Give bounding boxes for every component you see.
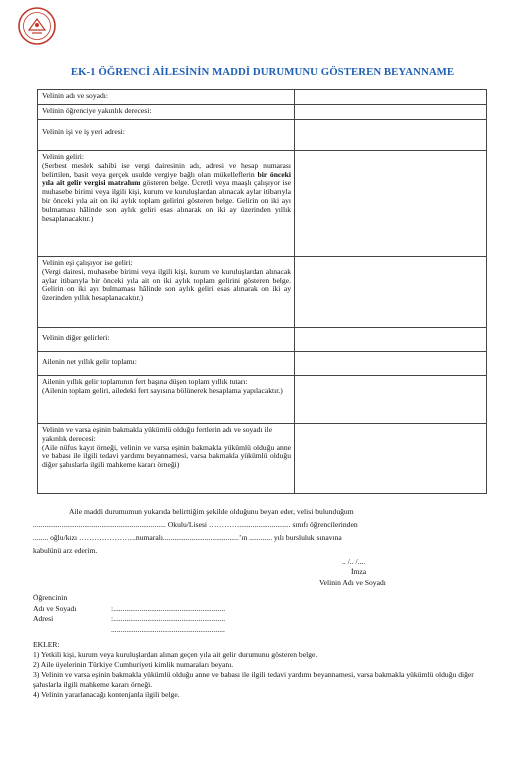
table-row bbox=[38, 328, 487, 352]
row-label: Velinin eşi çalışıyor ise geliri: bbox=[42, 258, 133, 267]
declaration-text bbox=[33, 505, 487, 557]
row-value-field[interactable] bbox=[295, 376, 487, 424]
list-item: 3) Velinin ve varsa eşinin bakmakla yükümlü olduğu anne ve babası ile ilgili tedavi yardımı beyannamesi, varsa bakmakla yükümlü olduğu diğer şahıslarla ilgili mahkeme kararı örneği. bbox=[33, 670, 474, 690]
table-row bbox=[38, 352, 487, 376]
declaration-form-table bbox=[37, 89, 487, 494]
table-row bbox=[38, 90, 487, 105]
row-label: Velinin diğer gelirleri: bbox=[42, 333, 110, 342]
student-name-label: Adı ve Soyadı bbox=[33, 603, 77, 613]
table-row bbox=[38, 105, 487, 120]
row-value-field[interactable] bbox=[295, 105, 487, 120]
signature-date: .. /.. /.... bbox=[342, 557, 366, 566]
student-name-field[interactable]: :........................................................... bbox=[111, 603, 226, 613]
row-value-field[interactable] bbox=[295, 257, 487, 328]
signature-label: İmza bbox=[351, 567, 367, 576]
table-row bbox=[38, 151, 487, 257]
student-heading: Öğrencinin bbox=[33, 593, 68, 602]
student-address-label: Adresi bbox=[33, 614, 54, 623]
row-description: (Serbest meslek sahibi ise vergi dairesinin adı, adresi ve hesap numarası belirtilen, basit veya gerçek usulde vergiye bağlı olan mükelleflerin bir önceki yıla ait gelir vergisi matrahını gösteren belge. Ücretli veya maaşlı çalışıyor ise muhasebe birimi veya ilgili kişi, kurum ve kuruluşlardan alınacak aylar itibarıyla bir önceki yıla ait on iki aylık toplam gelirini gösteren belge. Gelirin on iki ayı bulmaması hâlinde son aylık geliri esas alınarak on iki ay üzerinden yıllık hesaplanacaktır.) bbox=[42, 160, 291, 223]
row-value-field[interactable] bbox=[295, 424, 487, 494]
row-description: (Aile nüfus kayıt örneği, velinin ve varsa eşinin bakmakla yükümlü olduğu anne ve babası ile ilgili tedavi yardımı beyannamesi, varsa bakmakla yükümlü olduğu diğer şahıslarla ilgili mahkeme kararı örneği) bbox=[42, 442, 291, 470]
row-label: Velinin öğrenciye yakınlık derecesi: bbox=[42, 106, 152, 115]
signature-name-label: Velinin Adı ve Soyadı bbox=[319, 578, 386, 587]
row-value-field[interactable] bbox=[295, 352, 487, 376]
page-title: EK-1 ÖĞRENCİ AİLESİNİN MADDİ DURUMUNU GÖSTEREN BEYANNAME bbox=[70, 66, 455, 78]
declaration-line: ........ oğlu/kızı …………………..numaralı........................................’ın ............ yılı bursluluk sınavına bbox=[33, 533, 342, 542]
row-label: Velinin ve varsa eşinin bakmakla yükümlü olduğu fertlerin adı ve soyadı ile yakınlık derecesi: bbox=[42, 425, 273, 443]
table-row bbox=[38, 376, 487, 424]
row-description: (Vergi dairesi, muhasebe birimi veya ilgili kişi, kurum ve kuruluşlardan alınacak aylar itibarıyla bir önceki yıla ait on iki aylık toplam gelirini gösteren belge. Gelirin on iki ayı bulmaması hâlinde son aylık geliri esas alınarak on iki ay üzerinden yıllık hesaplanacaktır.) bbox=[42, 266, 291, 303]
attachments-list bbox=[33, 640, 493, 701]
list-item: 1) Yetkili kişi, kurum veya kuruluşlardan alınan geçen yıla ait gelir durumunu gösteren belge. bbox=[33, 650, 318, 660]
table-row bbox=[38, 120, 487, 151]
meb-emblem-icon bbox=[17, 6, 57, 46]
list-item: 2) Aile üyelerinin Türkiye Cumhuriyeti kimlik numaraları beyanı. bbox=[33, 660, 234, 670]
row-label: Ailenin net yıllık gelir toplamı: bbox=[42, 357, 137, 366]
row-label: Velinin işi ve iş yeri adresi: bbox=[42, 127, 125, 136]
attachments-heading: EKLER: bbox=[33, 640, 60, 649]
row-label: Ailenin yıllık gelir toplamının fert başına düşen toplam yıllık tutarı: bbox=[42, 377, 248, 386]
table-row bbox=[38, 424, 487, 494]
declaration-line: ...................................................................... Okulu/Lisesi …………........................... sınıfı öğrencilerinden bbox=[33, 520, 358, 529]
row-value-field[interactable] bbox=[295, 120, 487, 151]
declaration-line: Aile maddi durumumun yukarıda belirttiğim şekilde olduğunu beyan eder, velisi bulunduğum bbox=[69, 507, 354, 516]
row-label: Velinin adı ve soyadı: bbox=[42, 91, 109, 100]
row-value-field[interactable] bbox=[295, 151, 487, 257]
declaration-line: kabulünü arz ederim. bbox=[33, 546, 98, 555]
row-value-field[interactable] bbox=[295, 328, 487, 352]
student-address-field-line2[interactable]: ............................................................ bbox=[111, 624, 225, 634]
student-address-field[interactable]: :........................................................... bbox=[111, 614, 226, 623]
row-label: Velinin geliri: bbox=[42, 152, 84, 161]
table-row bbox=[38, 257, 487, 328]
row-description: (Ailenin toplam geliri, ailedeki fert sayısına bölünerek hesaplama yapılacaktır.) bbox=[42, 385, 283, 395]
row-value-field[interactable] bbox=[295, 90, 487, 105]
list-item: 4) Velinin yararlanacağı kontenjanla ilgili belge. bbox=[33, 690, 180, 700]
